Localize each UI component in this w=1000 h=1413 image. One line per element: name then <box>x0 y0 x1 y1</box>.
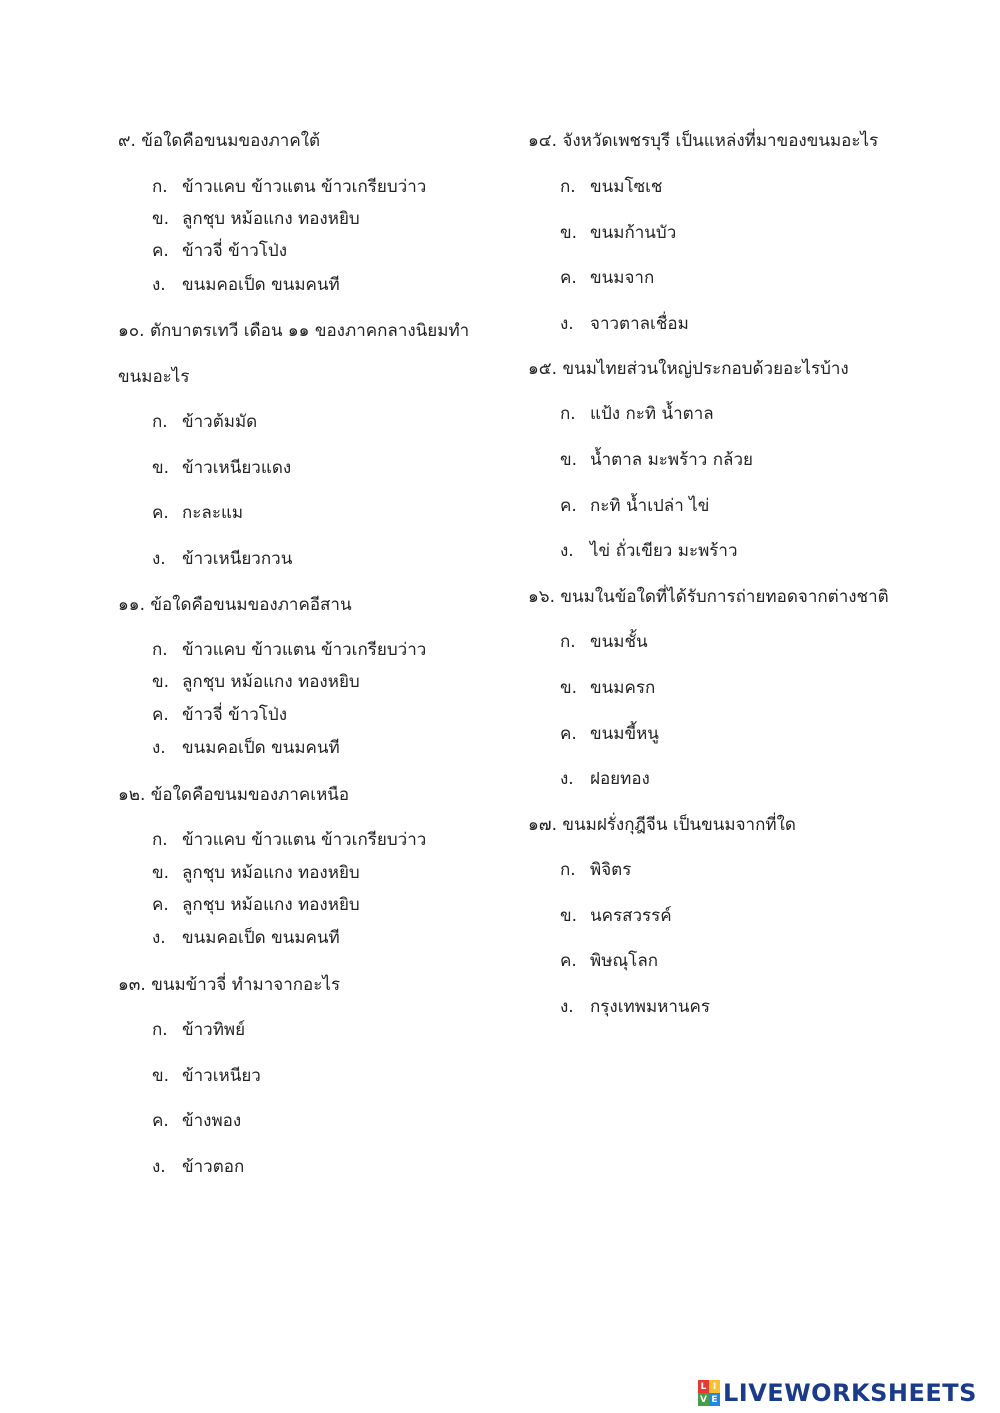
question-15-option-d[interactable] <box>560 537 738 564</box>
option-text: ข้าวแคบ ข้าวแตน ข้าวเกรียบว่าว <box>182 830 427 850</box>
option-label: ค. <box>152 241 169 261</box>
question-17-text: ๑๗. ขนมฝรั่งกุฎีจีน เป็นขนมจากที่ใด <box>528 815 796 835</box>
question-16-option-d[interactable] <box>560 765 650 792</box>
option-text: ลูกชุบ หม้อแกง ทองหยิบ <box>182 209 360 229</box>
option-label: ข. <box>560 906 578 926</box>
live-badge-icon <box>698 1380 720 1406</box>
question-13-text: ๑๓. ขนมข้าวจี่ ทำมาจากอะไร <box>118 975 341 995</box>
question-12-text: ๑๒. ข้อใดคือขนมของภาคเหนือ <box>118 785 350 805</box>
option-label: ค. <box>560 951 577 971</box>
option-text: ขนมครก <box>590 678 656 698</box>
question-10-option-d[interactable] <box>152 545 292 572</box>
option-text: ลูกชุบ หม้อแกง ทองหยิบ <box>182 672 360 692</box>
question-15-text: ๑๕. ขนมไทยส่วนใหญ่ประกอบด้วยอะไรบ้าง <box>528 359 849 379</box>
question-13-option-b[interactable] <box>152 1062 261 1089</box>
option-text: ข้าวทิพย์ <box>182 1020 246 1040</box>
question-9-option-b[interactable] <box>152 205 360 232</box>
option-text: ข้าวเหนียว <box>182 1066 261 1086</box>
question-15-option-b[interactable] <box>560 446 753 473</box>
question-9-text: ๙. ข้อใดคือขนมของภาคใต้ <box>118 131 321 151</box>
option-label: ข. <box>560 678 578 698</box>
question-11-option-b[interactable] <box>152 668 360 695</box>
question-14-option-d[interactable] <box>560 310 689 337</box>
option-text: ข้าวจี่ ข้าวโป่ง <box>182 705 288 725</box>
question-14-text: ๑๔. จังหวัดเพชรบุรี เป็นแหล่งที่มาของขนมอะไร <box>528 131 879 151</box>
option-label: ก. <box>152 830 168 850</box>
option-label: ก. <box>152 640 168 660</box>
question-13-option-a[interactable] <box>152 1016 245 1043</box>
question-15-option-c[interactable] <box>560 492 709 519</box>
option-label: ค. <box>560 268 577 288</box>
option-label: ค. <box>152 895 169 915</box>
option-text: พิจิตร <box>590 860 632 880</box>
option-text: ข้าวเหนียวแดง <box>182 458 292 478</box>
option-label: ค. <box>152 1111 169 1131</box>
option-text: ข้าวตอก <box>182 1157 245 1177</box>
option-label: ค. <box>560 724 577 744</box>
option-text: แป้ง กะทิ น้ำตาล <box>590 404 714 424</box>
question-17-option-c[interactable] <box>560 947 658 974</box>
option-label: ข. <box>560 450 578 470</box>
question-10-text: ๑๐. ตักบาตรเทวี เดือน ๑๑ ของภาคกลางนิยมทำ <box>118 321 470 341</box>
badge-letter-v: V <box>698 1393 709 1406</box>
option-text: ขนมคอเป็ด ขนมคนที <box>182 738 340 758</box>
option-text: ลูกชุบ หม้อแกง ทองหยิบ <box>182 863 360 883</box>
option-label: ข. <box>152 458 170 478</box>
option-label: ง. <box>152 738 166 758</box>
question-17-option-b[interactable] <box>560 902 672 929</box>
option-text: ขนมก้านบัว <box>590 223 677 243</box>
question-9-option-c[interactable] <box>152 237 287 264</box>
option-label: ข. <box>152 209 170 229</box>
option-label: ง. <box>152 275 166 295</box>
question-10-option-a[interactable] <box>152 408 257 435</box>
question-16-option-b[interactable] <box>560 674 655 701</box>
option-label: ก. <box>560 404 576 424</box>
option-label: ก. <box>560 632 576 652</box>
option-text: ข้าวต้มมัด <box>182 412 258 432</box>
badge-letter-e: E <box>709 1393 720 1406</box>
option-label: ข. <box>152 672 170 692</box>
question-13-option-c[interactable] <box>152 1107 241 1134</box>
question-12-option-b[interactable] <box>152 859 360 886</box>
option-label: ข. <box>152 863 170 883</box>
option-text: ขนมคอเป็ด ขนมคนที <box>182 928 340 948</box>
question-11-option-c[interactable] <box>152 701 287 728</box>
question-17-option-d[interactable] <box>560 993 710 1020</box>
option-text: ข้าวแคบ ข้าวแตน ข้าวเกรียบว่าว <box>182 640 427 660</box>
option-text: กะทิ น้ำเปล่า ไข่ <box>590 496 710 516</box>
question-14-option-a[interactable] <box>560 173 662 200</box>
question-16-option-c[interactable] <box>560 720 659 747</box>
option-label: ง. <box>560 769 574 789</box>
option-text: ขนมชั้น <box>590 632 648 652</box>
question-15-option-a[interactable] <box>560 400 714 427</box>
question-16-option-a[interactable] <box>560 628 648 655</box>
option-text: ขนมโซเช <box>590 177 663 197</box>
question-12-option-c[interactable] <box>152 891 360 918</box>
option-label: ง. <box>152 549 166 569</box>
option-text: ข้าวจี่ ข้าวโป่ง <box>182 241 288 261</box>
option-label: ก. <box>152 1020 168 1040</box>
option-label: ง. <box>152 928 166 948</box>
option-text: ขนมจาก <box>590 268 655 288</box>
option-label: ก. <box>560 177 576 197</box>
question-11-option-d[interactable] <box>152 734 340 761</box>
option-text: ลูกชุบ หม้อแกง ทองหยิบ <box>182 895 360 915</box>
option-text: กรุงเทพมหานคร <box>590 997 711 1017</box>
badge-letter-l: L <box>698 1380 709 1393</box>
question-9-option-a[interactable] <box>152 173 426 200</box>
question-14-option-c[interactable] <box>560 264 654 291</box>
option-text: กะละแม <box>182 503 244 523</box>
option-text: ฝอยทอง <box>590 769 650 789</box>
option-text: ไข่ ถั่วเขียว มะพร้าว <box>590 541 738 561</box>
question-11-option-a[interactable] <box>152 636 426 663</box>
question-12-option-a[interactable] <box>152 826 426 853</box>
question-10-text-continued: ขนมอะไร <box>118 367 190 387</box>
question-9-option-d[interactable] <box>152 271 340 298</box>
option-text: ขนมคอเป็ด ขนมคนที <box>182 275 340 295</box>
option-text: ข้าวเหนียวกวน <box>182 549 293 569</box>
option-label: ข. <box>560 223 578 243</box>
option-label: ง. <box>560 541 574 561</box>
option-text: ขนมขี้หนู <box>590 724 659 744</box>
option-text: ข้าวแคบ ข้าวแตน ข้าวเกรียบว่าว <box>182 177 427 197</box>
option-label: ก. <box>560 860 576 880</box>
question-13-option-d[interactable] <box>152 1153 244 1180</box>
question-11-text: ๑๑. ข้อใดคือขนมของภาคอีสาน <box>118 595 352 615</box>
option-text: นครสวรรค์ <box>590 906 672 926</box>
option-text: ข้างพอง <box>182 1111 242 1131</box>
question-16-text: ๑๖. ขนมในข้อใดที่ได้รับการถ่ายทอดจากต่างชาติ <box>528 587 889 607</box>
option-label: ค. <box>152 705 169 725</box>
liveworksheets-logo <box>698 1378 977 1408</box>
option-label: ง. <box>152 1157 166 1177</box>
option-text: น้ำตาล มะพร้าว กล้วย <box>590 450 753 470</box>
option-label: ค. <box>560 496 577 516</box>
question-14-option-b[interactable] <box>560 219 676 246</box>
option-text: จาวตาลเชื่อม <box>590 314 689 334</box>
badge-letter-i: I <box>709 1380 720 1393</box>
option-label: ก. <box>152 412 168 432</box>
question-10-option-c[interactable] <box>152 499 243 526</box>
option-label: ค. <box>152 503 169 523</box>
brand-wordmark: LIVEWORKSHEETS <box>723 1379 977 1407</box>
question-12-option-d[interactable] <box>152 924 340 951</box>
option-label: ง. <box>560 997 574 1017</box>
question-17-option-a[interactable] <box>560 856 631 883</box>
option-label: ง. <box>560 314 574 334</box>
option-text: พิษณุโลก <box>590 951 659 971</box>
question-10-option-b[interactable] <box>152 454 291 481</box>
option-label: ก. <box>152 177 168 197</box>
option-label: ข. <box>152 1066 170 1086</box>
